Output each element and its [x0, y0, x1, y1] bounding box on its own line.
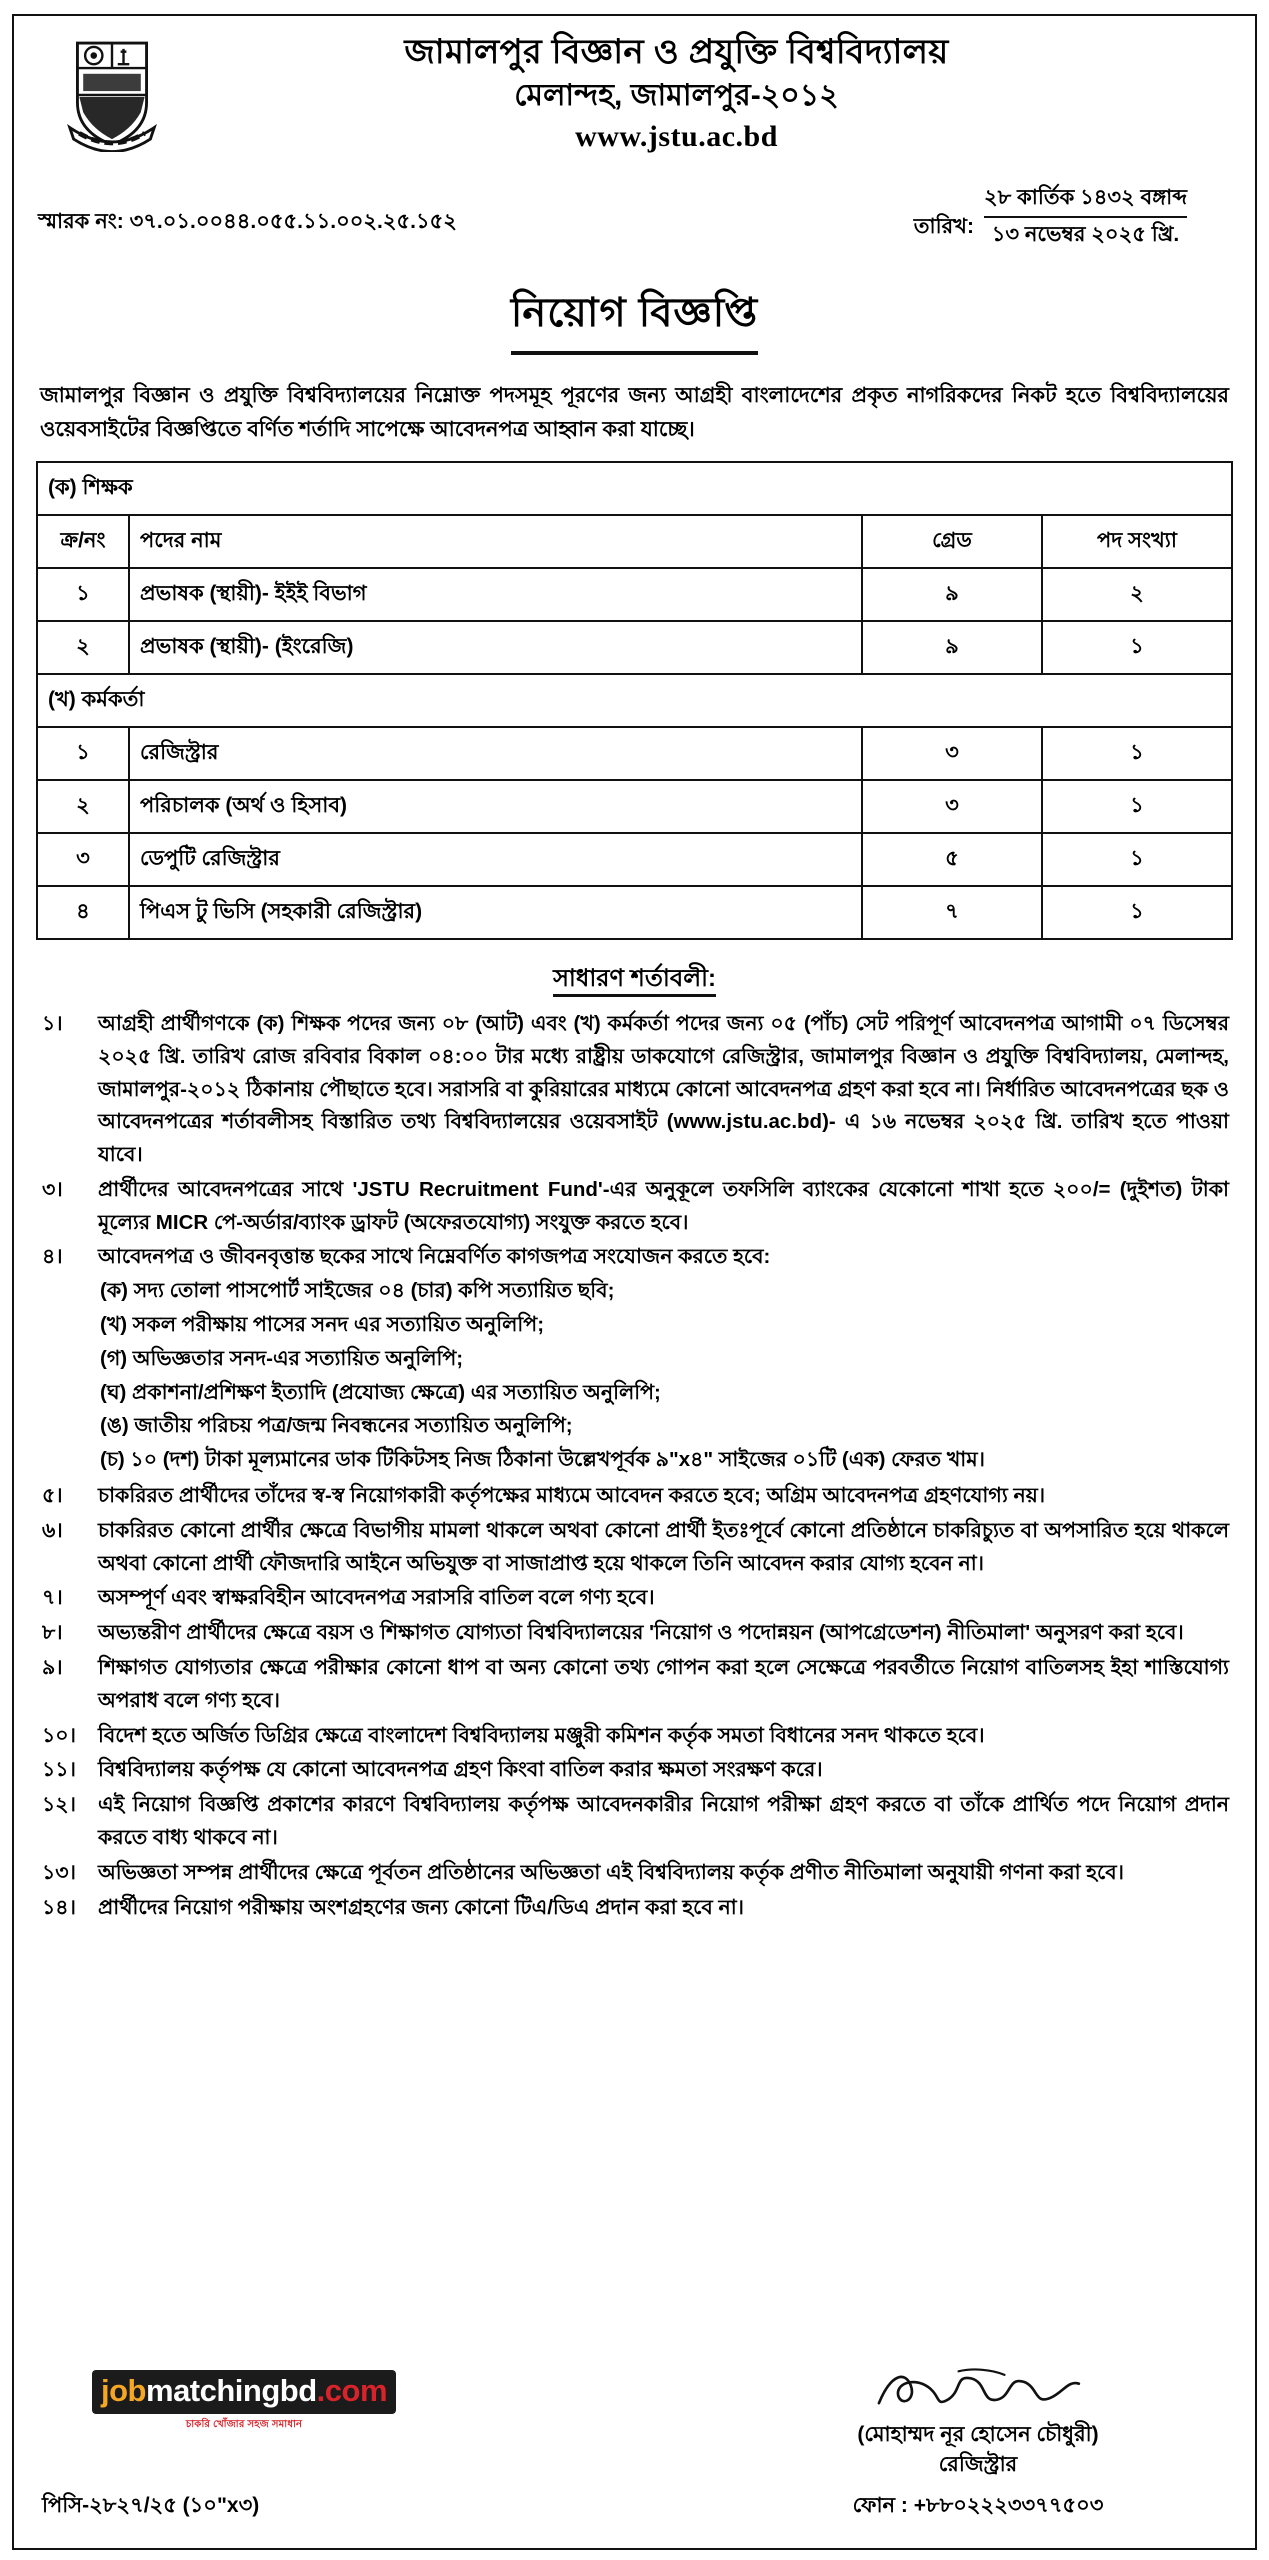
document-footer [36, 2360, 1233, 2540]
memo-date-row [36, 183, 1233, 251]
condition-text: প্রার্থীদের আবেদনপত্রের সাথে 'JSTU Recruitment Fund'-এর অনুকূলে তফসিলি ব্যাংকের যেকোনো শাখা হতে ২০০/= (দুইশত) টাকা মূল্যের MICR পে-অর্ডার/ব্যাংক ড্রাফট (অফেরতযোগ্য) সংযুক্ত করতে হবে। [98, 1177, 1229, 1234]
condition-number: ১৩। [42, 1860, 76, 1884]
cell-post-name: পরিচালক (অর্থ ও হিসাব) [129, 780, 862, 833]
condition-subitem: (ক) সদ্য তোলা পাসপোর্ট সাইজের ০৪ (চার) কপি সত্যায়িত ছবি; [100, 1279, 615, 1303]
date-group [914, 183, 1187, 251]
condition-number: ১১। [42, 1758, 76, 1782]
logo-part-dot: . [316, 2373, 325, 2408]
cell-sl: ১ [37, 568, 129, 621]
cell-vacancies: ১ [1042, 621, 1232, 674]
condition-item [36, 1652, 1233, 1718]
table-row [37, 833, 1232, 886]
condition-item [36, 1174, 1233, 1240]
date-label: তারিখ: [913, 215, 974, 239]
date-values [984, 183, 1187, 251]
signature-block [763, 2360, 1193, 2521]
logo-part-bd: bd [279, 2373, 317, 2408]
cell-post-name: রেজিস্ট্রার [129, 727, 862, 780]
condition-subitem: (খ) সকল পরীক্ষায় পাসের সনদ এর সত্যায়িত অনুলিপি; [100, 1313, 545, 1337]
posts-table [36, 461, 1233, 940]
contact-phone: ফোন : +৮৮০২২২৩৩৭৭৫০৩ [852, 2493, 1104, 2517]
condition-item [36, 1857, 1233, 1890]
table-header-row [37, 515, 1232, 568]
memo-number: স্মারক নং: ৩৭.০১.০০৪৪.০৫৫.১১.০০২.২৫.১৫২ [38, 210, 457, 233]
condition-item [36, 1008, 1233, 1172]
condition-item [36, 1617, 1233, 1650]
condition-item [36, 1789, 1233, 1855]
cell-post-name: প্রভাষক (স্থায়ী)- ইইই বিভাগ [129, 568, 862, 621]
date-divider [984, 216, 1187, 218]
condition-text-group [98, 1241, 1233, 1478]
cell-post-name: ডেপুটি রেজিস্ট্রার [129, 833, 862, 886]
date-gregorian: ১৩ নভেম্বর ২০২৫ খ্রি. [991, 223, 1180, 247]
condition-text: শিক্ষাগত যোগ্যতার ক্ষেত্রে পরীক্ষার কোনো ধাপ বা অন্য কোনো তথ্য গোপন করা হলে সেক্ষেত্রে পরবর্তীতে নিয়োগ বাতিলসহ ইহা শাস্তিযোগ্য অপরাধ বলে গণ্য হবে। [98, 1656, 1229, 1712]
cell-vacancies: ১ [1042, 780, 1232, 833]
condition-item [36, 1241, 1233, 1478]
header-titles [120, 32, 1233, 154]
conditions-list [36, 1008, 1233, 1927]
conditions-heading [36, 960, 1233, 1000]
condition-text: চাকরিরত প্রার্থীদের তাঁদের স্ব-স্ব নিয়োগকারী কর্তৃপক্ষের মাধ্যমে আবেদন করতে হবে; অগ্রিম আবেদনপত্র গ্রহণযোগ্য নয়। [98, 1484, 1046, 1508]
cell-vacancies: ১ [1042, 833, 1232, 886]
condition-item [36, 1754, 1233, 1787]
cell-grade: ৯ [862, 568, 1042, 621]
condition-item [36, 1892, 1233, 1925]
cell-post-name: পিএস টু ভিসি (সহকারী রেজিস্ট্রার) [129, 886, 862, 939]
condition-number: ১। [42, 1011, 63, 1035]
intro-paragraph: জামালপুর বিজ্ঞান ও প্রযুক্তি বিশ্ববিদ্যালয়ের নিম্নোক্ত পদসমূহ পূরণের জন্য আগ্রহী বাংলাদেশের প্রকৃত নাগরিকদের নিকট হতে বিশ্ববিদ্যালয়ের ওয়েবসাইটের বিজ্ঞপ্তিতে বর্ণিত শর্তাদি সাপেক্ষে আবেদনপত্র আহ্বান করা যাচ্ছে। [40, 383, 1229, 441]
section-label-officer: (খ) কর্মকর্তা [37, 674, 1232, 727]
table-row [37, 780, 1232, 833]
table-row [37, 886, 1232, 939]
cell-grade: ৩ [862, 727, 1042, 780]
cell-vacancies: ১ [1042, 727, 1232, 780]
condition-number: ৩। [42, 1177, 63, 1201]
condition-text: প্রার্থীদের নিয়োগ পরীক্ষায় অংশগ্রহণের জন্য কোনো টিএ/ডিএ প্রদান করা হবে না। [98, 1895, 745, 1919]
cell-post-name: প্রভাষক (স্থায়ী)- (ইংরেজি) [129, 621, 862, 674]
condition-text: অভ্যন্তরীণ প্রার্থীদের ক্ষেত্রে বয়স ও শিক্ষাগত যোগ্যতা বিশ্ববিদ্যালয়ের 'নিয়োগ ও পদোন্নয়ন (আপগ্রেডেশন) নীতিমালা' অনুসরণ করা হবে। [98, 1621, 1184, 1645]
cell-sl: ৪ [37, 886, 129, 939]
logo-tagline: চাকরি খোঁজার সহজ সমাধান [185, 2419, 303, 2430]
pc-code: পিসি-২৮২৭/২৫ (১০"x৩) [42, 2494, 260, 2517]
cell-vacancies: ১ [1042, 886, 1232, 939]
condition-text: চাকরিরত কোনো প্রার্থীর ক্ষেত্রে বিভাগীয় মামলা থাকলে অথবা কোনো প্রার্থী ইতঃপূর্বে কোনো প্রতিষ্ঠানে চাকরিচ্যুত বা অপসারিত হয়ে থাকলে অথবা কোনো প্রার্থী ফৌজদারি আইনে অভিযুক্ত বা সাজাপ্রাপ্ত হয়ে থাকলে তিনি আবেদন করার যোগ্য হবেন না। [98, 1518, 1229, 1575]
condition-item [36, 1515, 1233, 1581]
table-section-officer [37, 674, 1232, 727]
column-header-sl: ক্র/নং [37, 515, 129, 568]
section-label-teacher: (ক) শিক্ষক [37, 462, 1232, 515]
cell-grade: ৯ [862, 621, 1042, 674]
posts-table-body [37, 462, 1232, 939]
condition-text: বিশ্ববিদ্যালয় কর্তৃপক্ষ যে কোনো আবেদনপত্র গ্রহণ কিংবা বাতিল করার ক্ষমতা সংরক্ষণ করে। [98, 1758, 823, 1782]
column-header-grade: গ্রেড [862, 515, 1042, 568]
condition-text: অভিজ্ঞতা সম্পন্ন প্রার্থীদের ক্ষেত্রে পূর্বতন প্রতিষ্ঠানের অভিজ্ঞতা এই বিশ্ববিদ্যালয় কর্তৃক প্রণীত নীতিমালা অনুযায়ী গণনা করা হবে। [98, 1860, 1124, 1884]
university-address: মেলান্দহ, জামালপুর-২০১২ [514, 79, 839, 113]
cell-sl: ২ [37, 780, 129, 833]
condition-text: বিদেশ হতে অর্জিত ডিগ্রির ক্ষেত্রে বাংলাদেশ বিশ্ববিদ্যালয় মঞ্জুরী কমিশন কর্তৃক সমতা বিধানের সনদ থাকতে হবে। [98, 1723, 985, 1747]
logo-part-job: job [101, 2373, 146, 2408]
condition-number: ৮। [42, 1621, 63, 1645]
condition-number: ৫। [42, 1484, 63, 1508]
table-row [37, 568, 1232, 621]
logo-badge [92, 2370, 396, 2414]
logo-part-matching: matching [146, 2373, 280, 2408]
page-title [36, 281, 1233, 355]
jobmatchingbd-logo [92, 2370, 396, 2434]
university-website: www.jstu.ac.bd [575, 120, 778, 154]
condition-subitem: (গ) অভিজ্ঞতার সনদ-এর সত্যায়িত অনুলিপি; [100, 1346, 464, 1370]
page-title-text: নিয়োগ বিজ্ঞপ্তি [511, 281, 758, 355]
cell-sl: ১ [37, 727, 129, 780]
document-frame [12, 14, 1257, 2550]
condition-number: ১৪। [42, 1895, 76, 1919]
cell-grade: ৭ [862, 886, 1042, 939]
condition-text: আবেদনপত্র ও জীবনবৃত্তান্ত ছকের সাথে নিম্নেবর্ণিত কাগজপত্র সংযোজন করতে হবে: [98, 1245, 771, 1269]
cell-sl: ৩ [37, 833, 129, 886]
table-section-teacher [37, 462, 1232, 515]
condition-subitem: (চ) ১০ (দশ) টাকা মূল্যমানের ডাক টিকিটসহ নিজ ঠিকানা উল্লেখপূর্বক ৯"x৪" সাইজের ০১টি (এক) ফেরত খাম। [100, 1448, 985, 1472]
signer-role: রেজিস্ট্রার [938, 2453, 1018, 2477]
condition-number: ১০। [42, 1723, 76, 1747]
condition-item [36, 1480, 1233, 1513]
table-row [37, 621, 1232, 674]
column-header-vacancies: পদ সংখ্যা [1042, 515, 1232, 568]
condition-item [36, 1582, 1233, 1615]
date-bangla: ২৮ কার্তিক ১৪৩২ বঙ্গাব্দ [983, 186, 1187, 209]
condition-text: অসম্পূর্ণ এবং স্বাক্ষরবিহীন আবেদনপত্র সরাসরি বাতিল বলে গণ্য হবে। [98, 1586, 655, 1610]
conditions-heading-text: সাধারণ শর্তাবলী: [553, 965, 716, 997]
condition-text: আগ্রহী প্রার্থীগণকে (ক) শিক্ষক পদের জন্য ০৮ (আট) এবং (খ) কর্মকর্তা পদের জন্য ০৫ (পাঁচ) সেট পরিপূর্ণ আবেদনপত্র আগামী ০৭ ডিসেম্বর ২০২৫ খ্রি. তারিখ রোজ রবিবার বিকাল ০৪:০০ টার মধ্যে রাষ্ট্রীয় ডাকযোগে রেজিস্ট্রার, জামালপুর বিজ্ঞান ও প্রযুক্তি বিশ্ববিদ্যালয়, মেলান্দহ, জামালপুর-২০১২ ঠিকানায় পৌছাতে হবে। সরাসরি বা কুরিয়ারের মাধ্যমে কোনো আবেদনপত্র গ্রহণ করা হবে না। নির্ধারিত আবেদনপত্রের ছক ও আবেদনপত্রের শর্তাবলীসহ বিস্তারিত তথ্য বিশ্ববিদ্যালয়ের ওয়েবসাইট (www.jstu.ac.bd)- এ ১৬ নভেম্বর ২০২৫ খ্রি. তারিখ হতে পাওয়া যাবে। [98, 1011, 1229, 1167]
document-header [36, 26, 1233, 157]
condition-number: ৯। [42, 1656, 63, 1680]
cell-vacancies: ২ [1042, 568, 1232, 621]
cell-sl: ২ [37, 621, 129, 674]
university-name: জামালপুর বিজ্ঞান ও প্রযুক্তি বিশ্ববিদ্যালয় [404, 33, 949, 71]
signer-name: (মোহাম্মদ নূর হোসেন চৌধুরী) [857, 2423, 1099, 2446]
column-header-post-name: পদের নাম [129, 515, 862, 568]
logo-text [101, 2373, 387, 2408]
condition-sublist [98, 1275, 1229, 1477]
condition-number: ৬। [42, 1518, 63, 1542]
condition-number: ৭। [42, 1586, 63, 1610]
condition-subitem: (ঘ) প্রকাশনা/প্রশিক্ষণ ইত্যাদি (প্রযোজ্য ক্ষেত্রে) এর সত্যায়িত অনুলিপি; [100, 1380, 661, 1404]
table-row [37, 727, 1232, 780]
handwritten-signature [763, 2360, 1193, 2418]
cell-grade: ৩ [862, 780, 1042, 833]
logo-part-com: com [324, 2373, 388, 2408]
cell-grade: ৫ [862, 833, 1042, 886]
condition-item [36, 1720, 1233, 1753]
condition-number: ১২। [42, 1793, 76, 1817]
condition-text: এই নিয়োগ বিজ্ঞপ্তি প্রকাশের কারণে বিশ্ববিদ্যালয় কর্তৃপক্ষ আবেদনকারীর নিয়োগ পরীক্ষা গ্রহণ করতে বা তাঁকে প্রার্থিত পদে নিয়োগ প্রদান করতে বাধ্য থাকবে না। [98, 1793, 1229, 1850]
condition-number: ৪। [42, 1245, 63, 1269]
condition-subitem: (ঙ) জাতীয় পরিচয় পত্র/জন্ম নিবন্ধনের সত্যায়িত অনুলিপি; [100, 1414, 573, 1438]
